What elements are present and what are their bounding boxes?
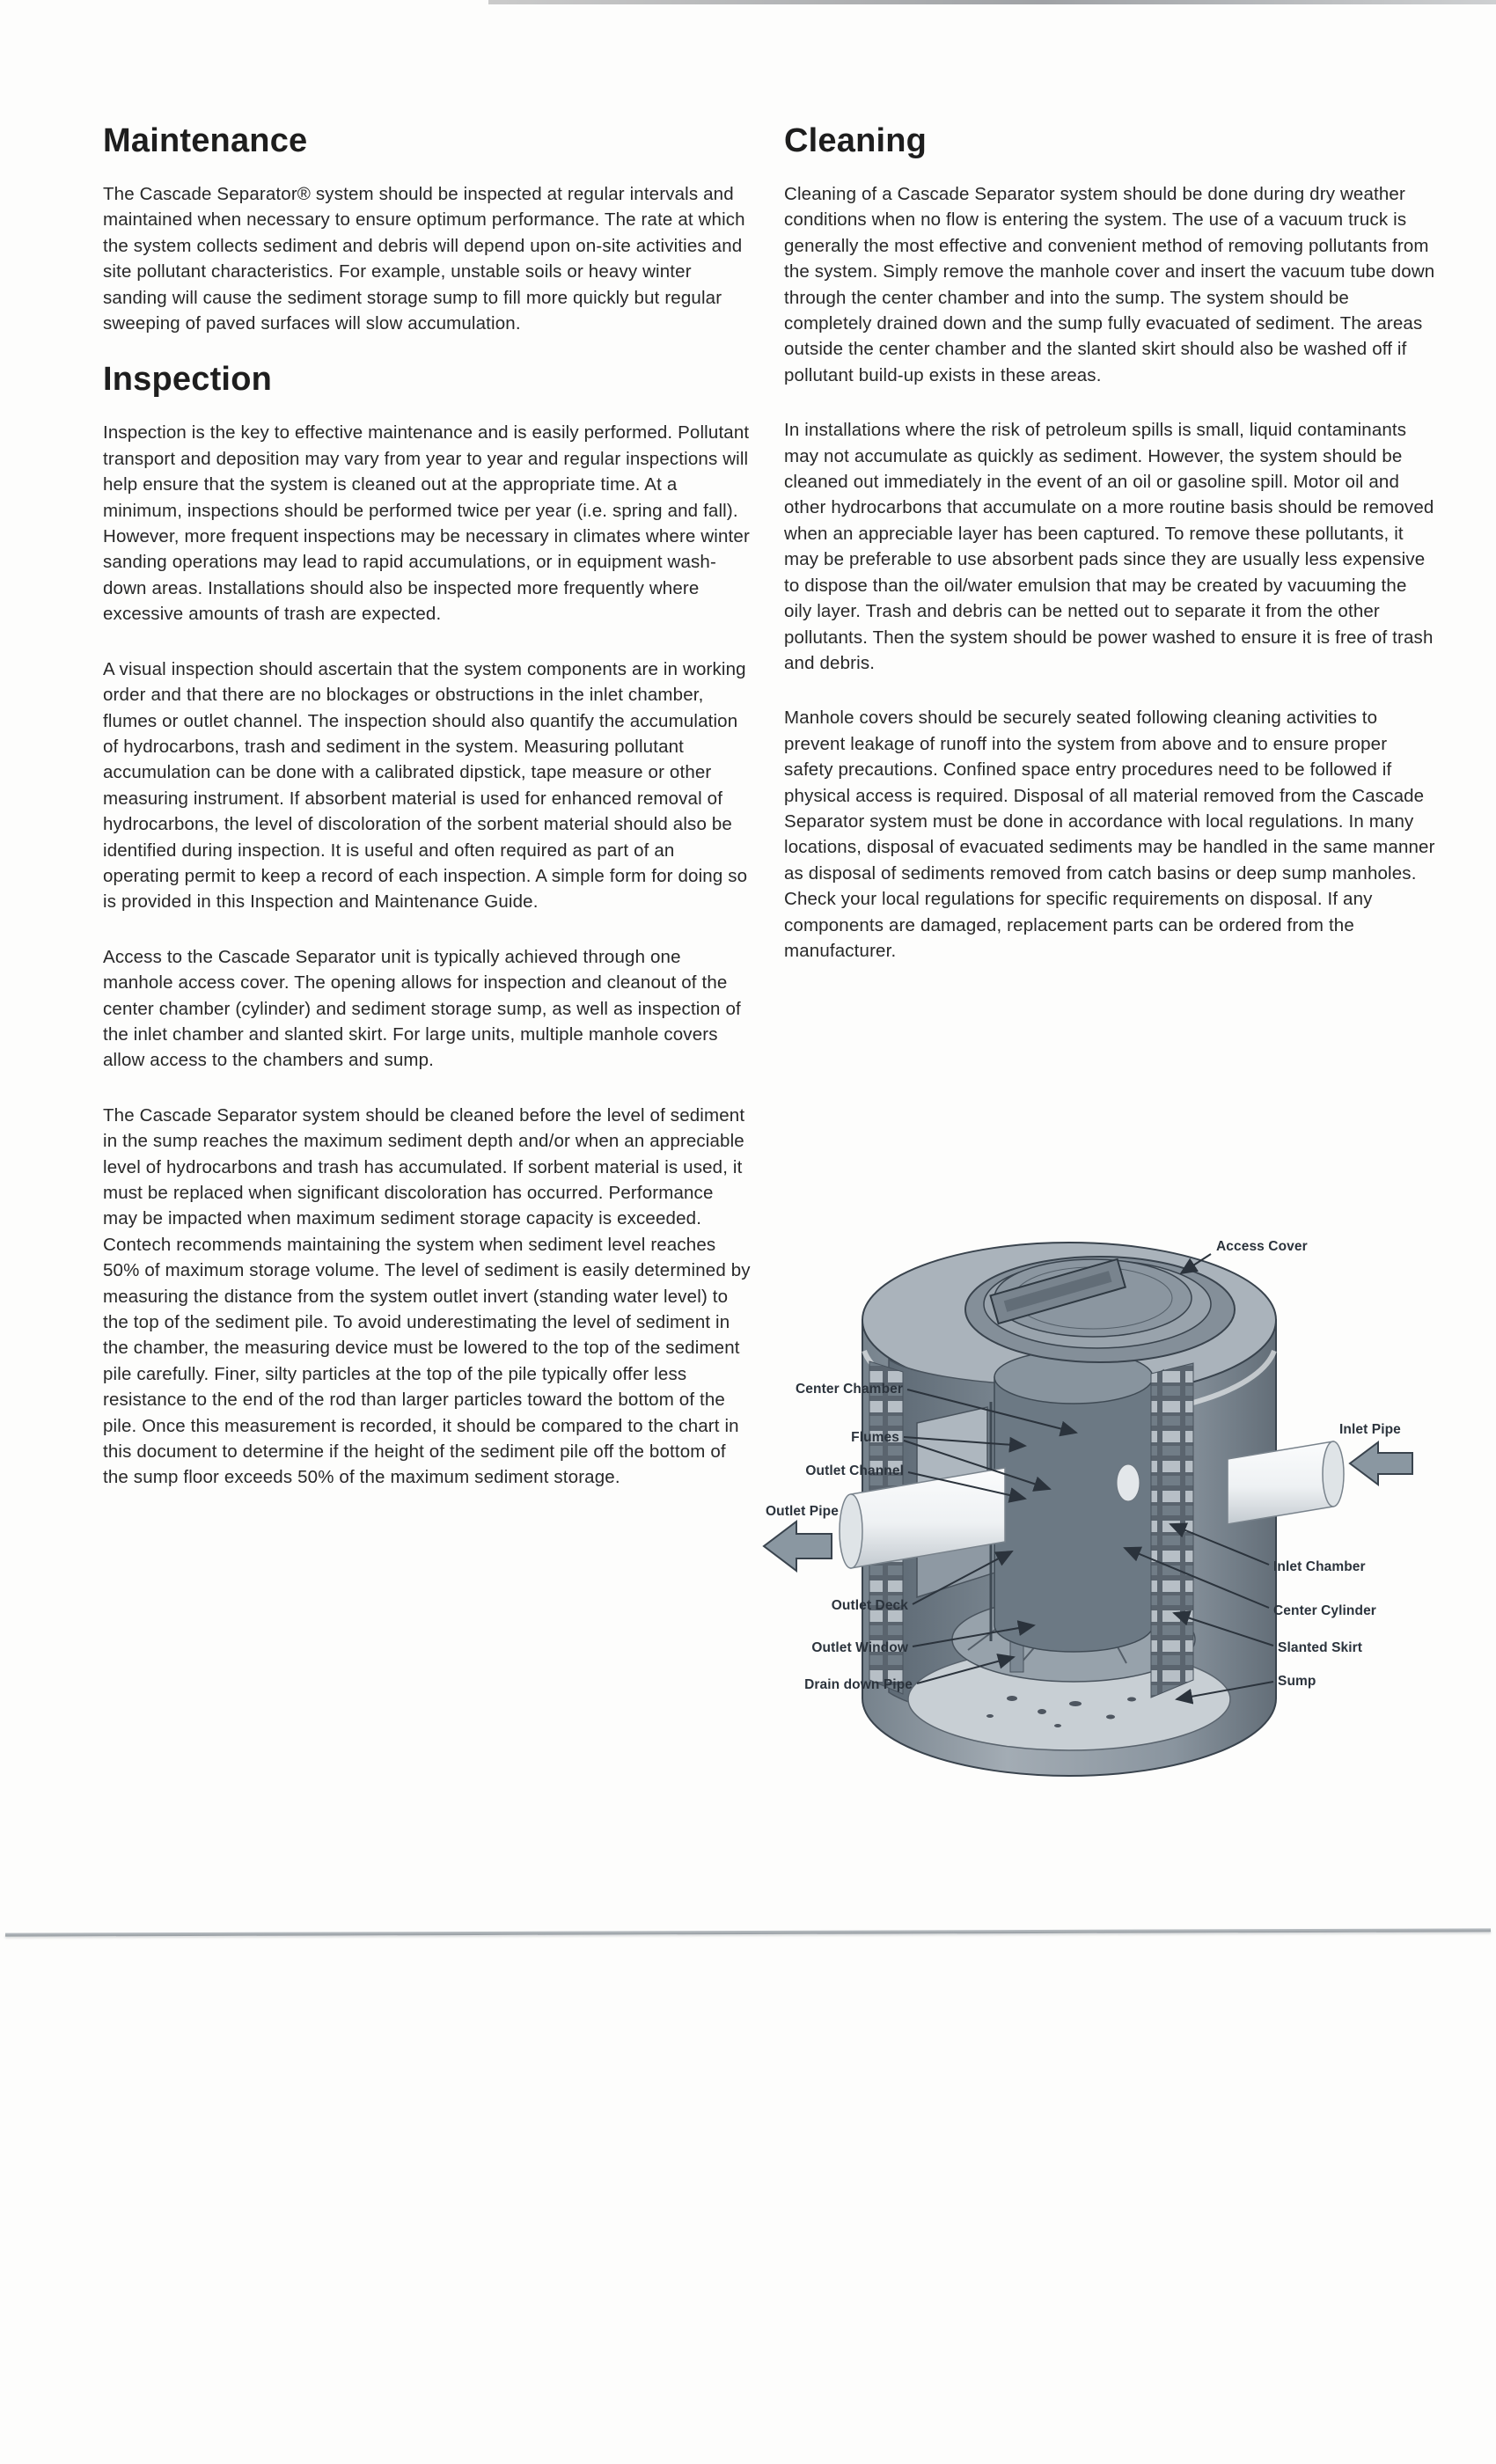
diagram-label-drain-down-pipe: Drain down Pipe bbox=[804, 1677, 913, 1692]
diagram-label-access-cover: Access Cover bbox=[1216, 1239, 1308, 1254]
inspection-heading: Inspection bbox=[103, 361, 273, 399]
maintenance-heading: Maintenance bbox=[103, 122, 308, 159]
left-column bbox=[103, 121, 752, 1520]
inspection-paragraph-3: Access to the Cascade Separator unit is typically achieved through one manhole access cover. The opening allows for inspection and cleanout of the center chamber (cylinder) and sediment storage sump, as well as inspection of the inlet chamber and slanted skirt. For large units, multiple manhole covers allow access to the chambers and sump. bbox=[103, 946, 741, 1071]
diagram-label-flumes: Flumes bbox=[851, 1430, 899, 1445]
cleaning-paragraph-1: Cleaning of a Cascade Separator system should be done during dry weather conditions when no flow is entering the system. The use of a vacuum truck is generally the most effective and convenient method of removing pollutants from the system. Simply remove the manhole cover and insert the vacuum tube down through the center chamber and into the sump. The system should be completely drained down and the sump fully evacuated of sediment. The areas outside the center chamber and the slanted skirt should also be washed off if pollutant build-up exists in these areas. bbox=[784, 184, 1435, 385]
diagram-label-outlet-pipe: Outlet Pipe bbox=[766, 1504, 839, 1519]
diagram-label-outlet-window: Outlet Window bbox=[811, 1640, 908, 1655]
inspection-paragraph-1: Inspection is the key to effective maintenance and is easily performed. Pollutant transport and deposition may vary from year to year and regular inspections will help ensure that the system is cleaned out at the appropriate time. At a minimum, inspections should be performed twice per year (i.e. spring and fall). However, more frequent inspections may be necessary in climates where winter sanding operations may lead to rapid accumulations, or in equipment wash-down areas. Installations should also be inspected more frequently where excessive amounts of trash are expected. bbox=[103, 422, 750, 625]
diagram-label-center-cylinder: Center Cylinder bbox=[1273, 1603, 1376, 1618]
cleaning-heading: Cleaning bbox=[784, 122, 928, 159]
cleaning-paragraph-3: Manhole covers should be securely seated following cleaning activities to prevent leakage of runoff into the system from above and to ensure proper safety precautions. Confined space entry procedures need to be followed if physical access is required. Disposal of all material removed from the Cascade Separator system must be done in accordance with local regulations. In many locations, disposal of evacuated sediments may be handled in the same manner as disposal of sediments removed from catch basins or deep sump manholes. Check your local regulations for specific requirements on disposal. If any components are damaged, replacement parts can be ordered from the manufacturer. bbox=[784, 708, 1435, 961]
scanned-page-edge-line bbox=[5, 1928, 1491, 1936]
right-column bbox=[784, 121, 1437, 993]
outlet-flow-arrow-icon bbox=[764, 1522, 832, 1571]
scan-edge-artifact-top bbox=[488, 0, 1496, 4]
diagram-label-slanted-skirt: Slanted Skirt bbox=[1278, 1640, 1363, 1655]
separator-diagram-svg bbox=[748, 1219, 1496, 1791]
diagram-label-sump: Sump bbox=[1278, 1674, 1316, 1689]
inlet-wall-hole bbox=[1117, 1464, 1140, 1501]
cleaning-paragraph-2: In installations where the risk of petroleum spills is small, liquid contaminants may not accumulate as quickly as sediment. However, the system should be cleaned out immediately in the event of an oil or gasoline spill. Motor oil and other hydrocarbons that accumulate on a more routine basis should be removed when an appreciable layer has been captured. To remove these pollutants, it may be preferable to use absorbent pads since they are usually less expensive to dispose than the oil/water emulsion that may be created by vacuuming the oily layer. Trash and debris can be netted out to separate it from the other pollutants. Then the system should be power washed to ensure it is free of trash and debris. bbox=[784, 420, 1434, 673]
inspection-paragraph-2: A visual inspection should ascertain that the system components are in working order and that there are no blockages or obstructions in the inlet chamber, flumes or outlet channel. The inspection should also quantify the accumulation of hydrocarbons, trash and sediment in the system. Measuring pollutant accumulation can be done with a calibrated dipstick, tape measure or other measuring instrument. If absorbent material is used for enhanced removal of hydrocarbons, the level of discoloration of the sorbent material should also be identified during inspection. It is useful and often required as part of an operating permit to keep a record of each inspection. A simple form for doing so is provided in this Inspection and Maintenance Guide. bbox=[103, 658, 748, 913]
inlet-flow-arrow-icon bbox=[1350, 1442, 1412, 1485]
maintenance-paragraph: The Cascade Separator® system should be inspected at regular intervals and maintained when necessary to ensure optimum performance. The rate at which the system collects sediment and debris will depend upon on-site activities and site pollutant characteristics. For example, unstable soils or heavy winter sanding will cause the sediment storage sump to fill more quickly but regular sweeping of paved surfaces will slow accumulation. bbox=[103, 184, 745, 334]
diagram-label-outlet-deck: Outlet Deck bbox=[831, 1598, 908, 1613]
diagram-label-inlet-chamber: Inlet Chamber bbox=[1273, 1559, 1366, 1574]
access-cover-shape bbox=[965, 1257, 1235, 1362]
inspection-paragraph-4: The Cascade Separator system should be cleaned before the level of sediment in the sump reaches the maximum sediment depth and/or when an appreciable level of hydrocarbons and trash has accumulated. If sorbent material is used, it must be replaced when significant discoloration has occurred. Performance may be impacted when maximum sediment storage capacity is exceeded. Contech recommends maintaining the system when sediment level reaches 50% of maximum storage volume. The level of sediment is easily determined by measuring the distance from the system outlet invert (standing water level) to the top of the sediment pile. To avoid underestimating the level of sediment in the chamber, the measuring device must be lowered to the top of the sediment pile carefully. Finer, silty particles at the top of the pile typically offer less resistance to the end of the rod than larger particles toward the bottom of the pile. Once this measurement is recorded, it should be compared to the chart in this document to determine if the height of the sediment pile off the bottom of the sump floor exceeds 50% of the maximum sediment storage. bbox=[103, 1104, 751, 1488]
cascade-separator-cutaway-diagram bbox=[748, 1219, 1496, 1791]
diagram-label-inlet-pipe: Inlet Pipe bbox=[1339, 1422, 1401, 1437]
diagram-label-center-chamber: Center Chamber bbox=[796, 1382, 903, 1397]
diagram-label-outlet-channel: Outlet Channel bbox=[805, 1463, 904, 1478]
